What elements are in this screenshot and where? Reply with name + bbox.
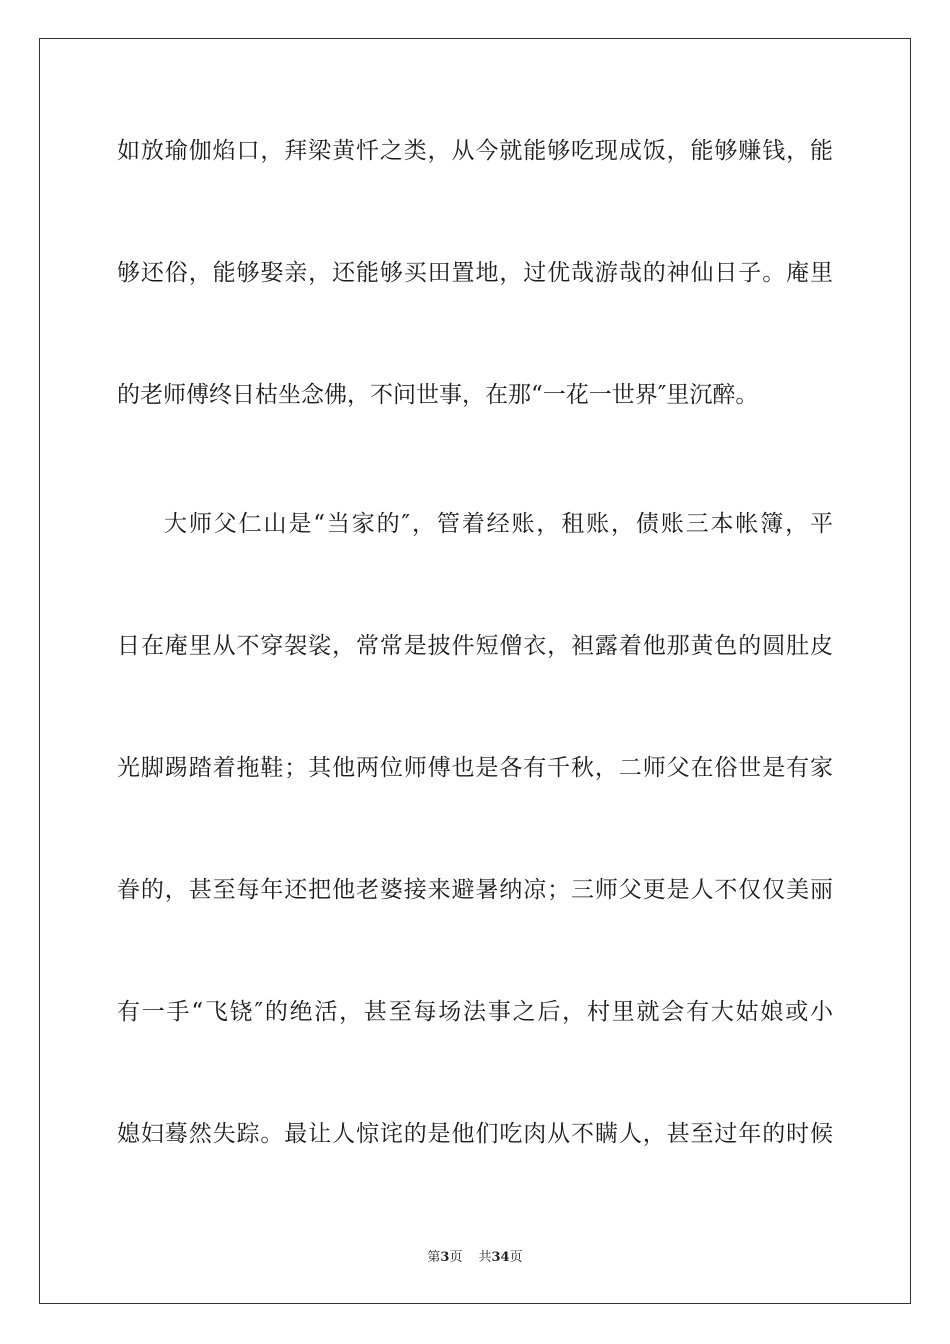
page-border: [39, 38, 911, 1304]
text-line: 如放瑜伽焰口，拜梁黄忏之类，从今就能够吃现成饭，能够赚钱，能: [117, 138, 833, 164]
paragraph-first-line: 大师父仁山是“当家的″，管着经账，租账，债账三本帐簿，平: [164, 511, 833, 537]
total-suffix: 页: [509, 1250, 523, 1265]
page-prefix: 第: [427, 1250, 441, 1265]
total-prefix: 共: [478, 1250, 492, 1265]
text-line: 光脚踢踏着拖鞋；其他两位师傅也是各有千秋，二师父在俗世是有家: [117, 755, 833, 781]
page-suffix: 页: [449, 1250, 463, 1265]
text-line: 媳妇蓦然失踪。最让人惊诧的是他们吃肉从不瞒人，甚至过年的时候: [117, 1121, 833, 1147]
text-line: 有一手“飞铙″的绝活，甚至每场法事之后，村里就会有大姑娘或小: [117, 999, 833, 1025]
text-line: 够还俗，能够娶亲，还能够买田置地，过优哉游哉的神仙日子。庵里: [117, 260, 833, 286]
page-number: 3: [440, 1250, 450, 1265]
text-line: 日在庵里从不穿袈裟，常常是披件短僧衣，袒露着他那黄色的圆肚皮: [117, 633, 833, 659]
text-line: 的老师傅终日枯坐念佛，不问世事，在那“一花一世界″里沉醉。: [117, 382, 759, 408]
text-line: 眷的，甚至每年还把他老婆接来避暑纳凉；三师父更是人不仅仅美丽: [117, 877, 833, 903]
page-footer: [0, 1249, 950, 1267]
total-pages: 34: [491, 1250, 510, 1265]
